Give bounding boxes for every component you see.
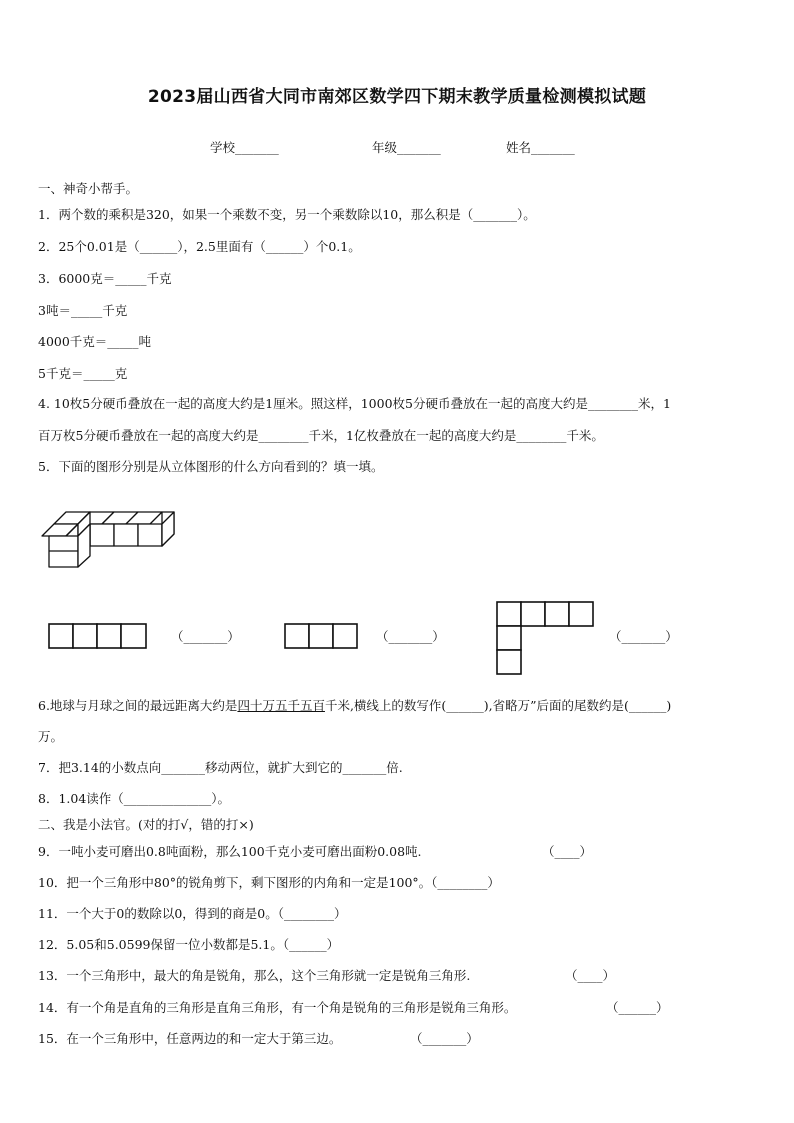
question-1: 1．两个数的乘积是320，如果一个乘数不变，另一个乘数除以10，那么积是（_______）。: [38, 207, 536, 222]
question-14: 14．有一个角是直角的三角形是直角三角形，有一个角是锐角的三角形是锐角三角形。: [38, 1000, 517, 1015]
q5-answer-3[interactable]: （_______）: [609, 629, 678, 644]
question-6: [38, 698, 671, 714]
question-6-line-2: 万。: [38, 729, 64, 744]
cube-stack-figure: [42, 512, 174, 567]
question-15-answer[interactable]: （_______）: [410, 1031, 479, 1046]
question-14-answer[interactable]: （______）: [606, 1000, 669, 1015]
question-6-underlined: 四十万五千五百: [237, 698, 325, 713]
question-12: 12．5.05和5.0599保留一位小数都是5.1。（______）: [38, 937, 340, 952]
school-field[interactable]: 学校_______: [210, 140, 279, 155]
section-2-heading: 二、我是小法官。(对的打√，错的打×): [38, 817, 254, 832]
question-11: 11．一个大于0的数除以0，得到的商是0。（________）: [38, 906, 347, 921]
question-7: 7．把3.14的小数点向_______移动两位，就扩大到它的_______倍.: [38, 760, 403, 775]
question-6-text-b: 千米,横线上的数写作(______),省略万”后面的尾数约是(______): [324, 698, 672, 713]
question-4-line-2: 百万枚5分硬币叠放在一起的高度大约是________千米，1亿枚叠放在一起的高度大约是________千米。: [38, 428, 604, 443]
question-3-line-2: 3吨＝_____千克: [38, 303, 128, 318]
question-13-answer[interactable]: （____）: [565, 968, 616, 983]
question-8: 8．1.04读作（______________）。: [38, 791, 231, 806]
question-6-text-a: 6.地球与月球之间的最远距离大约是: [38, 698, 238, 713]
question-15: 15．在一个三角形中，任意两边的和一定大于第三边。: [38, 1031, 342, 1046]
question-2: 2．25个0.01是（______），2.5里面有（______）个0.1。: [38, 239, 361, 254]
question-9-answer[interactable]: （____）: [542, 844, 593, 859]
question-13: 13．一个三角形中，最大的角是锐角，那么，这个三角形就一定是锐角三角形.: [38, 968, 471, 983]
question-10: 10．把一个三角形中80°的锐角剪下，剩下图形的内角和一定是100°。（________）: [38, 875, 500, 890]
question-3-line-3: 4000千克＝_____吨: [38, 334, 152, 349]
view-c-squares: [497, 602, 593, 674]
section-1-heading: 一、神奇小帮手。: [38, 181, 139, 196]
question-5: 5．下面的图形分别是从立体图形的什么方向看到的？填一填。: [38, 459, 384, 474]
name-field[interactable]: 姓名_______: [506, 140, 575, 155]
page-title: 2023届山西省大同市南郊区数学四下期末教学质量检测模拟试题: [147, 87, 647, 107]
q5-answer-2[interactable]: （_______）: [376, 629, 445, 644]
view-b-squares: [285, 624, 357, 648]
question-3-line-4: 5千克＝_____克: [38, 366, 128, 381]
grade-field[interactable]: 年级_______: [372, 140, 441, 155]
q5-answer-1[interactable]: （_______）: [171, 629, 240, 644]
question-3-line-1: 3．6000克＝_____千克: [38, 271, 172, 286]
question-4-line-1: 4. 10枚5分硬币叠放在一起的高度大约是1厘米。照这样，1000枚5分硬币叠放在一起的高度大约是________米，1: [38, 396, 671, 411]
view-a-squares: [49, 624, 146, 648]
question-9: 9．一吨小麦可磨出0.8吨面粉，那么100千克小麦可磨出面粉0.08吨.: [38, 844, 422, 859]
